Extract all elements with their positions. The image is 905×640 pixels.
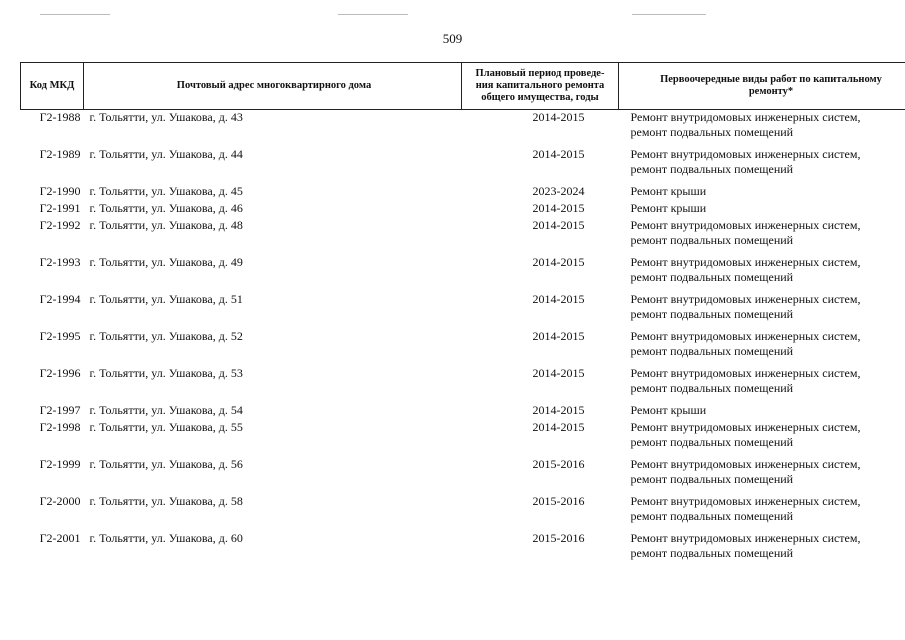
row-period: 2014-2015 <box>532 110 585 124</box>
row-works <box>619 531 905 568</box>
row-address: г. Тольятти, ул. Ушакова, д. 52 <box>89 329 243 343</box>
row-works-line: ремонт подвальных помещений <box>630 380 794 395</box>
row-period: 2014-2015 <box>532 255 585 269</box>
row-works-line: Ремонт внутридомовых инженерных систем, <box>630 366 861 380</box>
row-period: 2014-2015 <box>532 201 585 215</box>
row-works-line: ремонт подвальных помещений <box>630 471 794 486</box>
row-code: Г2-1993 <box>39 255 81 269</box>
row-works-line: Ремонт крыши <box>630 184 707 198</box>
row-works-line: Ремонт внутридомовых инженерных систем, <box>630 420 861 434</box>
row-address: г. Тольятти, ул. Ушакова, д. 56 <box>89 457 243 471</box>
table-row <box>21 110 905 148</box>
scan-artifact-left <box>40 14 110 15</box>
row-works-line: ремонт подвальных помещений <box>630 124 794 139</box>
row-works-line: ремонт подвальных помещений <box>630 161 794 176</box>
row-address: г. Тольятти, ул. Ушакова, д. 44 <box>89 147 243 161</box>
row-address: г. Тольятти, ул. Ушакова, д. 45 <box>89 184 243 198</box>
row-address: г. Тольятти, ул. Ушакова, д. 54 <box>89 403 243 417</box>
table-row <box>21 403 905 420</box>
row-works-line: Ремонт внутридомовых инженерных систем, <box>630 292 861 306</box>
row-works <box>619 110 905 148</box>
row-code: Г2-1990 <box>39 184 81 198</box>
row-works-line: ремонт подвальных помещений <box>630 269 794 284</box>
row-works <box>619 201 905 218</box>
row-code: Г2-1998 <box>39 420 81 434</box>
row-works-line: ремонт подвальных помещений <box>630 343 794 358</box>
row-works-line: Ремонт внутридомовых инженерных систем, <box>630 110 861 124</box>
table-row <box>21 494 905 531</box>
row-works-line: ремонт подвальных помещений <box>630 306 794 321</box>
row-address: г. Тольятти, ул. Ушакова, д. 58 <box>89 494 243 508</box>
row-period: 2015-2016 <box>532 457 585 471</box>
row-works-line: Ремонт внутридомовых инженерных систем, <box>630 218 861 232</box>
row-works-line: Ремонт внутридомовых инженерных систем, <box>630 494 861 508</box>
table-row <box>21 255 905 292</box>
table-row <box>21 292 905 329</box>
row-address: г. Тольятти, ул. Ушакова, д. 53 <box>89 366 243 380</box>
table-body <box>21 110 905 569</box>
row-works <box>619 184 905 201</box>
row-works-line: ремонт подвальных помещений <box>630 434 794 449</box>
table-row <box>21 531 905 568</box>
row-works-line: Ремонт внутридомовых инженерных систем, <box>630 329 861 343</box>
row-period: 2014-2015 <box>532 147 585 161</box>
table-row <box>21 218 905 255</box>
table-row <box>21 147 905 184</box>
header-period-line: ния капитального ремонта <box>475 80 605 91</box>
row-code: Г2-1996 <box>39 366 81 380</box>
row-period: 2014-2015 <box>532 329 585 343</box>
row-code: Г2-1992 <box>39 218 81 232</box>
row-works <box>619 420 905 457</box>
table-row <box>21 366 905 403</box>
row-works-line: Ремонт внутридомовых инженерных систем, <box>630 255 861 269</box>
row-code: Г2-1997 <box>39 403 81 417</box>
row-code: Г2-1999 <box>39 457 81 471</box>
header-code: Код МКД <box>21 63 84 110</box>
row-period: 2014-2015 <box>532 403 585 417</box>
row-works <box>619 403 905 420</box>
row-works-line: ремонт подвальных помещений <box>630 232 794 247</box>
repair-schedule-table <box>20 62 905 568</box>
table-row <box>21 420 905 457</box>
row-code: Г2-1991 <box>39 201 81 215</box>
row-period: 2015-2016 <box>532 531 585 545</box>
row-address: г. Тольятти, ул. Ушакова, д. 60 <box>89 531 243 545</box>
row-works-line: Ремонт внутридомовых инженерных систем, <box>630 531 861 545</box>
row-code: Г2-2001 <box>39 531 81 545</box>
row-code: Г2-1995 <box>39 329 81 343</box>
row-works <box>619 292 905 329</box>
row-address: г. Тольятти, ул. Ушакова, д. 49 <box>89 255 243 269</box>
row-works-line: Ремонт крыши <box>630 201 707 215</box>
row-period: 2014-2015 <box>532 366 585 380</box>
row-works <box>619 255 905 292</box>
header-address: Почтовый адрес многоквартирного дома <box>84 63 462 110</box>
scan-artifact-center <box>338 14 408 15</box>
table-row <box>21 184 905 201</box>
header-works <box>619 63 905 110</box>
row-works <box>619 329 905 366</box>
row-address: г. Тольятти, ул. Ушакова, д. 55 <box>89 420 243 434</box>
header-period-line: общего имущества, годы <box>481 92 599 103</box>
row-works-line: Ремонт внутридомовых инженерных систем, <box>630 147 861 161</box>
table-row <box>21 329 905 366</box>
table-header-row <box>21 63 905 110</box>
row-works <box>619 494 905 531</box>
row-period: 2014-2015 <box>532 420 585 434</box>
row-code: Г2-1989 <box>39 147 81 161</box>
row-code: Г2-1994 <box>39 292 81 306</box>
row-works-line: ремонт подвальных помещений <box>630 508 794 523</box>
row-code: Г2-2000 <box>39 494 81 508</box>
row-works-line: ремонт подвальных помещений <box>630 545 794 560</box>
row-address: г. Тольятти, ул. Ушакова, д. 46 <box>89 201 243 215</box>
header-period <box>462 63 619 110</box>
scan-artifact-right <box>632 14 706 15</box>
row-address: г. Тольятти, ул. Ушакова, д. 43 <box>89 110 243 124</box>
row-works-line: Ремонт крыши <box>630 403 707 417</box>
row-code: Г2-1988 <box>39 110 81 124</box>
row-works-line: Ремонт внутридомовых инженерных систем, <box>630 457 861 471</box>
row-period: 2023-2024 <box>532 184 585 198</box>
table-row <box>21 201 905 218</box>
table-row <box>21 457 905 494</box>
page-number: 509 <box>442 31 463 46</box>
header-period-line: Плановый период проведе- <box>475 68 605 79</box>
row-works <box>619 147 905 184</box>
row-address: г. Тольятти, ул. Ушакова, д. 48 <box>89 218 243 232</box>
header-works-line: Первоочередные виды работ по капитальному <box>660 74 882 85</box>
row-period: 2015-2016 <box>532 494 585 508</box>
row-works <box>619 457 905 494</box>
row-period: 2014-2015 <box>532 218 585 232</box>
row-address: г. Тольятти, ул. Ушакова, д. 51 <box>89 292 243 306</box>
header-works-line: ремонту* <box>748 86 794 97</box>
row-works <box>619 218 905 255</box>
row-period: 2014-2015 <box>532 292 585 306</box>
row-works <box>619 366 905 403</box>
